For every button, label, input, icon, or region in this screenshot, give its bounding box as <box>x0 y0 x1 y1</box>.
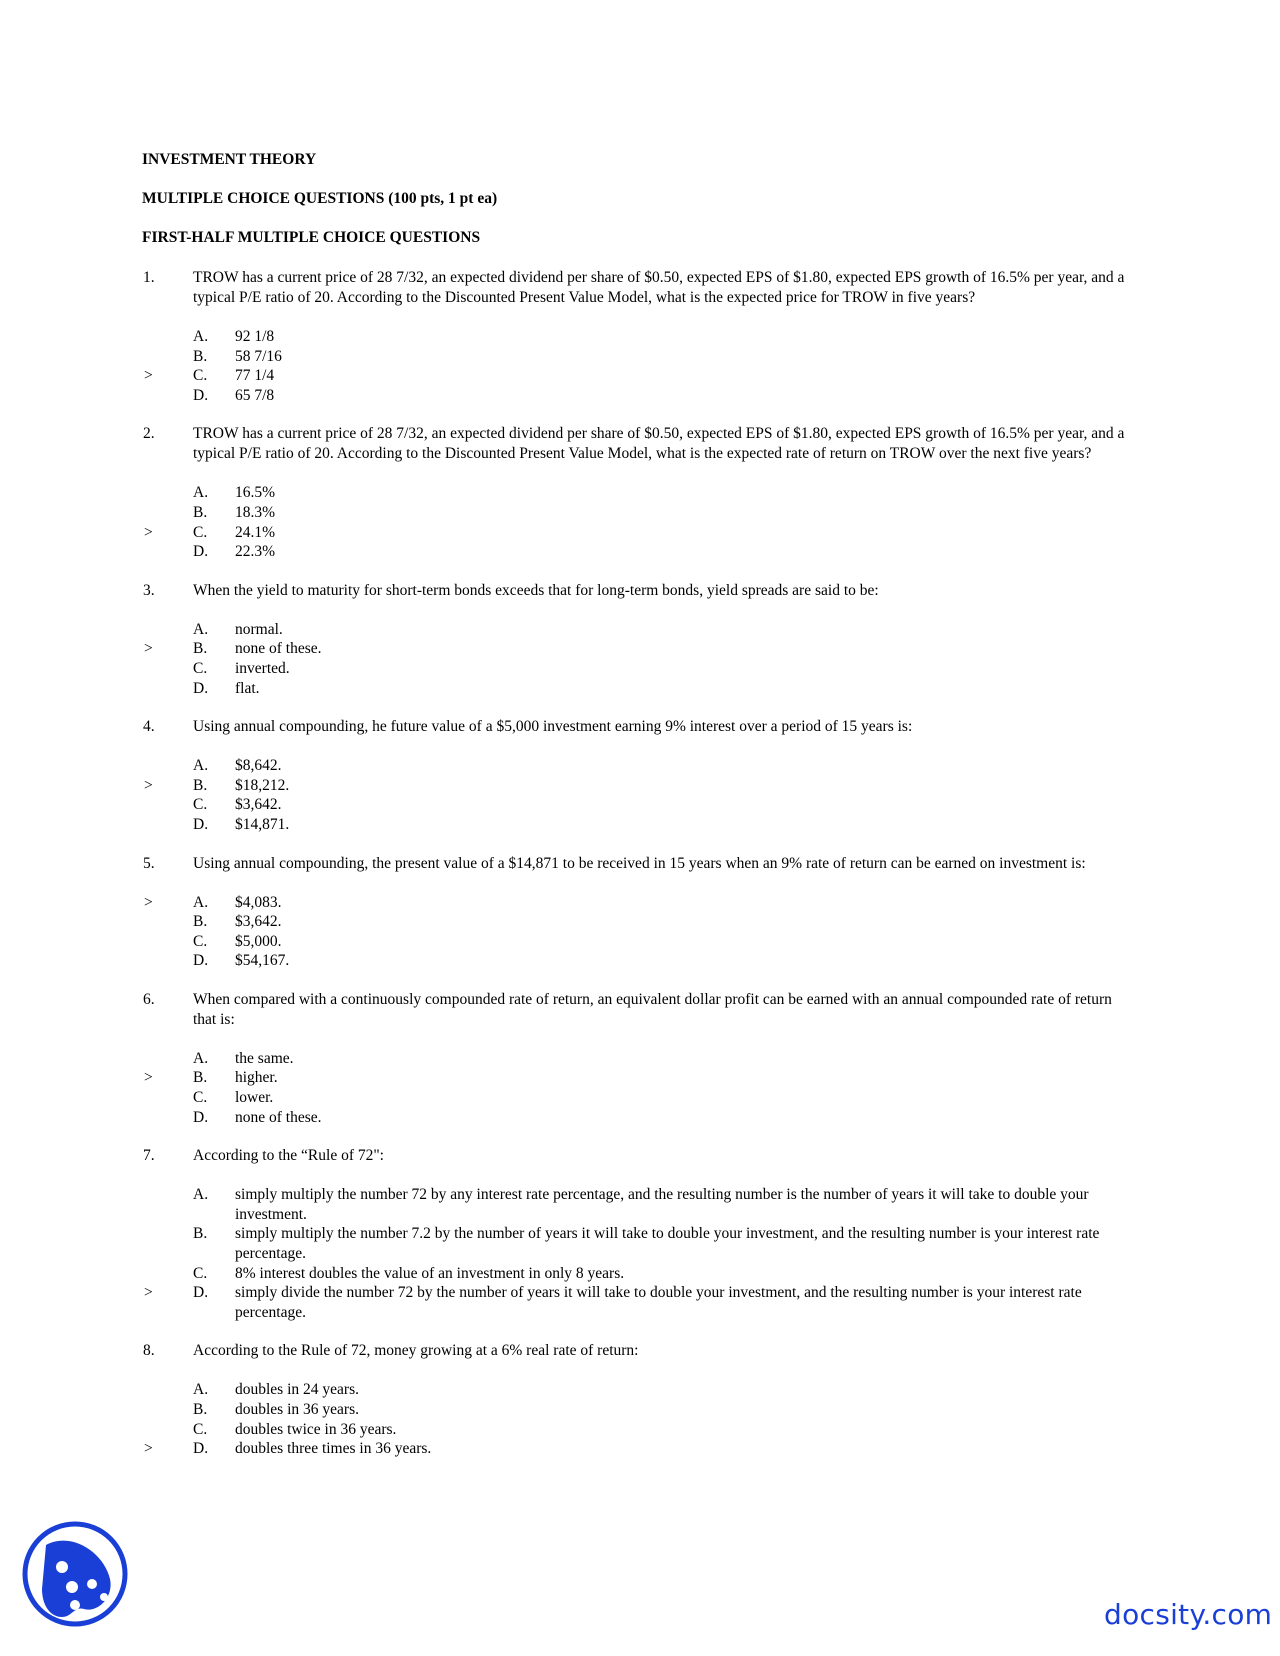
answer-option <box>0 776 1280 796</box>
docsity-logo-icon[interactable] <box>20 1517 130 1631</box>
question-number: 6. <box>143 990 155 1008</box>
question-7 <box>0 1146 1280 1322</box>
question-list <box>0 268 1280 1478</box>
option-text: $8,642. <box>235 757 282 775</box>
option-letter: A. <box>193 1381 209 1399</box>
option-letter: C. <box>193 367 208 385</box>
option-letter: C. <box>193 1089 208 1107</box>
correct-answer-marker: > <box>144 523 153 541</box>
option-text: 24.1% <box>235 523 276 541</box>
answer-options <box>0 1049 1280 1127</box>
option-letter: B. <box>193 1401 208 1418</box>
question-text: TROW has a current price of 28 7/32, an expected dividend per share of $0.50, expected EPS of $1.80, expected EPS growth of 16.5% per year, and a typical P/E ratio of 20. According to the Discounted Present Value Model, what is the expected rate of return on TROW over the next five years? <box>193 425 1125 463</box>
option-text: doubles in 36 years. <box>235 1401 359 1418</box>
option-letter: A. <box>193 1186 209 1204</box>
question-text: When compared with a continuously compounded rate of return, an equivalent dollar profit can be earned with an annual compounded rate of return that is: <box>193 990 1112 1028</box>
answer-option <box>0 1108 1280 1128</box>
answer-options <box>0 1380 1280 1458</box>
question-5 <box>0 854 1280 971</box>
option-text: 16.5% <box>235 484 276 502</box>
correct-answer-marker: > <box>144 1440 153 1458</box>
question-row <box>0 1341 1280 1361</box>
option-text: lower. <box>235 1089 274 1107</box>
option-letter: A. <box>193 620 209 638</box>
answer-option <box>0 932 1280 952</box>
question-3 <box>0 581 1280 698</box>
option-text: $18,212. <box>235 776 290 794</box>
option-letter: A. <box>193 1049 209 1067</box>
answer-option <box>0 1068 1280 1088</box>
option-letter: B. <box>193 503 208 521</box>
correct-answer-marker: > <box>144 367 153 385</box>
answer-option <box>0 1185 1280 1224</box>
option-letter: D. <box>193 815 209 833</box>
question-number: 3. <box>143 581 155 599</box>
option-text: 65 7/8 <box>235 386 275 404</box>
answer-options <box>0 327 1280 405</box>
answer-option <box>0 639 1280 659</box>
answer-option <box>0 951 1280 971</box>
docsity-brand-link[interactable]: docsity.com <box>1104 1598 1273 1631</box>
option-text: higher. <box>235 1069 278 1087</box>
option-letter: B. <box>193 640 208 658</box>
option-text: 92 1/8 <box>235 328 275 345</box>
answer-option <box>0 1049 1280 1069</box>
option-letter: C. <box>193 932 208 950</box>
correct-answer-marker: > <box>144 893 153 911</box>
option-letter: D. <box>193 386 209 404</box>
option-text: normal. <box>235 620 283 638</box>
option-text: $3,642. <box>235 796 282 814</box>
question-row <box>0 990 1280 1030</box>
option-text: 77 1/4 <box>235 367 275 385</box>
option-text: $14,871. <box>235 815 290 833</box>
answer-option <box>0 386 1280 406</box>
answer-options <box>0 756 1280 834</box>
option-letter: C. <box>193 1420 208 1438</box>
answer-option <box>0 912 1280 932</box>
document-title: INVESTMENT THEORY <box>142 151 317 168</box>
question-1 <box>0 268 1280 405</box>
answer-option <box>0 1088 1280 1108</box>
answer-option <box>0 620 1280 640</box>
answer-options <box>0 620 1280 698</box>
question-2 <box>0 424 1280 561</box>
option-text: simply multiply the number 7.2 by the number of years it will take to double your investment, and the resulting number is your interest rate percentage. <box>235 1225 1100 1263</box>
option-letter: B. <box>193 347 208 365</box>
question-8 <box>0 1341 1280 1458</box>
option-text: 18.3% <box>235 503 276 521</box>
answer-option <box>0 523 1280 543</box>
option-letter: A. <box>193 484 209 502</box>
answer-option <box>0 1420 1280 1440</box>
answer-options <box>0 1185 1280 1322</box>
answer-option <box>0 366 1280 386</box>
answer-options <box>0 893 1280 971</box>
option-letter: C. <box>193 1264 208 1282</box>
question-number: 8. <box>143 1342 155 1360</box>
answer-option <box>0 795 1280 815</box>
option-letter: B. <box>193 913 208 931</box>
option-letter: C. <box>193 523 208 541</box>
answer-option <box>0 542 1280 562</box>
option-text: doubles twice in 36 years. <box>235 1420 397 1438</box>
option-text: $54,167. <box>235 952 290 970</box>
correct-answer-marker: > <box>144 1069 153 1087</box>
option-letter: A. <box>193 757 209 775</box>
question-number: 4. <box>143 718 155 736</box>
answer-option <box>0 1283 1280 1322</box>
question-text: Using annual compounding, he future value of a $5,000 investment earning 9% interest over a period of 15 years is: <box>193 718 913 736</box>
option-text: doubles in 24 years. <box>235 1381 359 1399</box>
option-letter: B. <box>193 1225 208 1243</box>
answer-option <box>0 893 1280 913</box>
correct-answer-marker: > <box>144 776 153 794</box>
option-letter: C. <box>193 659 208 677</box>
option-text: none of these. <box>235 640 322 658</box>
question-text: TROW has a current price of 28 7/32, an expected dividend per share of $0.50, expected EPS of $1.80, expected EPS growth of 16.5% per year, and a typical P/E ratio of 20. According to the Discounted Present Value Model, what is the expected price for TROW in five years? <box>193 269 1125 306</box>
option-letter: B. <box>193 776 208 794</box>
option-letter: D. <box>193 1440 209 1458</box>
question-number: 7. <box>143 1147 155 1165</box>
question-row <box>0 854 1280 874</box>
option-letter: C. <box>193 796 208 814</box>
question-text: When the yield to maturity for short-term bonds exceeds that for long-term bonds, yield spreads are said to be: <box>193 581 879 599</box>
option-text: flat. <box>235 679 260 697</box>
option-text: none of these. <box>235 1108 322 1126</box>
option-text: $3,642. <box>235 913 282 931</box>
option-text: 8% interest doubles the value of an investment in only 8 years. <box>235 1264 625 1282</box>
answer-options <box>0 483 1280 561</box>
question-number: 1. <box>143 269 155 286</box>
option-text: $5,000. <box>235 932 282 950</box>
question-text: Using annual compounding, the present value of a $14,871 to be received in 15 years when an 9% rate of return can be earned on investment is: <box>193 854 1086 872</box>
option-letter: D. <box>193 543 209 561</box>
question-number: 5. <box>143 854 155 872</box>
option-text: doubles three times in 36 years. <box>235 1440 432 1458</box>
answer-option <box>0 1224 1280 1263</box>
option-letter: D. <box>193 1284 209 1302</box>
question-4 <box>0 717 1280 834</box>
answer-option <box>0 483 1280 503</box>
answer-option <box>0 815 1280 835</box>
option-text: $4,083. <box>235 893 282 911</box>
option-text: 22.3% <box>235 543 276 561</box>
correct-answer-marker: > <box>144 640 153 658</box>
option-letter: B. <box>193 1069 208 1087</box>
option-letter: A. <box>193 328 209 345</box>
option-letter: D. <box>193 952 209 970</box>
option-text: simply divide the number 72 by the number of years it will take to double your investment, and the resulting number is your interest rate percentage. <box>235 1284 1082 1321</box>
answer-option <box>0 1264 1280 1284</box>
question-6 <box>0 990 1280 1127</box>
document-subtitle: MULTIPLE CHOICE QUESTIONS (100 pts, 1 pt ea) <box>142 190 498 207</box>
answer-option <box>0 679 1280 699</box>
option-letter: D. <box>193 679 209 697</box>
answer-option <box>0 1380 1280 1400</box>
question-row <box>0 717 1280 737</box>
option-text: inverted. <box>235 659 290 677</box>
answer-option <box>0 503 1280 523</box>
option-text: 58 7/16 <box>235 347 282 365</box>
answer-option <box>0 1400 1280 1420</box>
question-number: 2. <box>143 425 155 443</box>
section-heading: FIRST-HALF MULTIPLE CHOICE QUESTIONS <box>142 229 481 246</box>
answer-option <box>0 756 1280 776</box>
answer-option <box>0 1439 1280 1459</box>
option-letter: A. <box>193 893 209 911</box>
option-text: simply multiply the number 72 by any interest rate percentage, and the resulting number is the number of years it will take to double your investment. <box>235 1186 1089 1223</box>
correct-answer-marker: > <box>144 1284 153 1302</box>
answer-option <box>0 347 1280 367</box>
option-letter: D. <box>193 1108 209 1126</box>
answer-option <box>0 327 1280 347</box>
question-text: According to the Rule of 72, money growing at a 6% real rate of return: <box>193 1342 639 1360</box>
question-row <box>0 268 1280 308</box>
option-text: the same. <box>235 1049 294 1067</box>
question-row <box>0 424 1280 464</box>
question-row <box>0 1146 1280 1166</box>
question-text: According to the “Rule of 72": <box>193 1147 384 1165</box>
answer-option <box>0 659 1280 679</box>
question-row <box>0 581 1280 601</box>
